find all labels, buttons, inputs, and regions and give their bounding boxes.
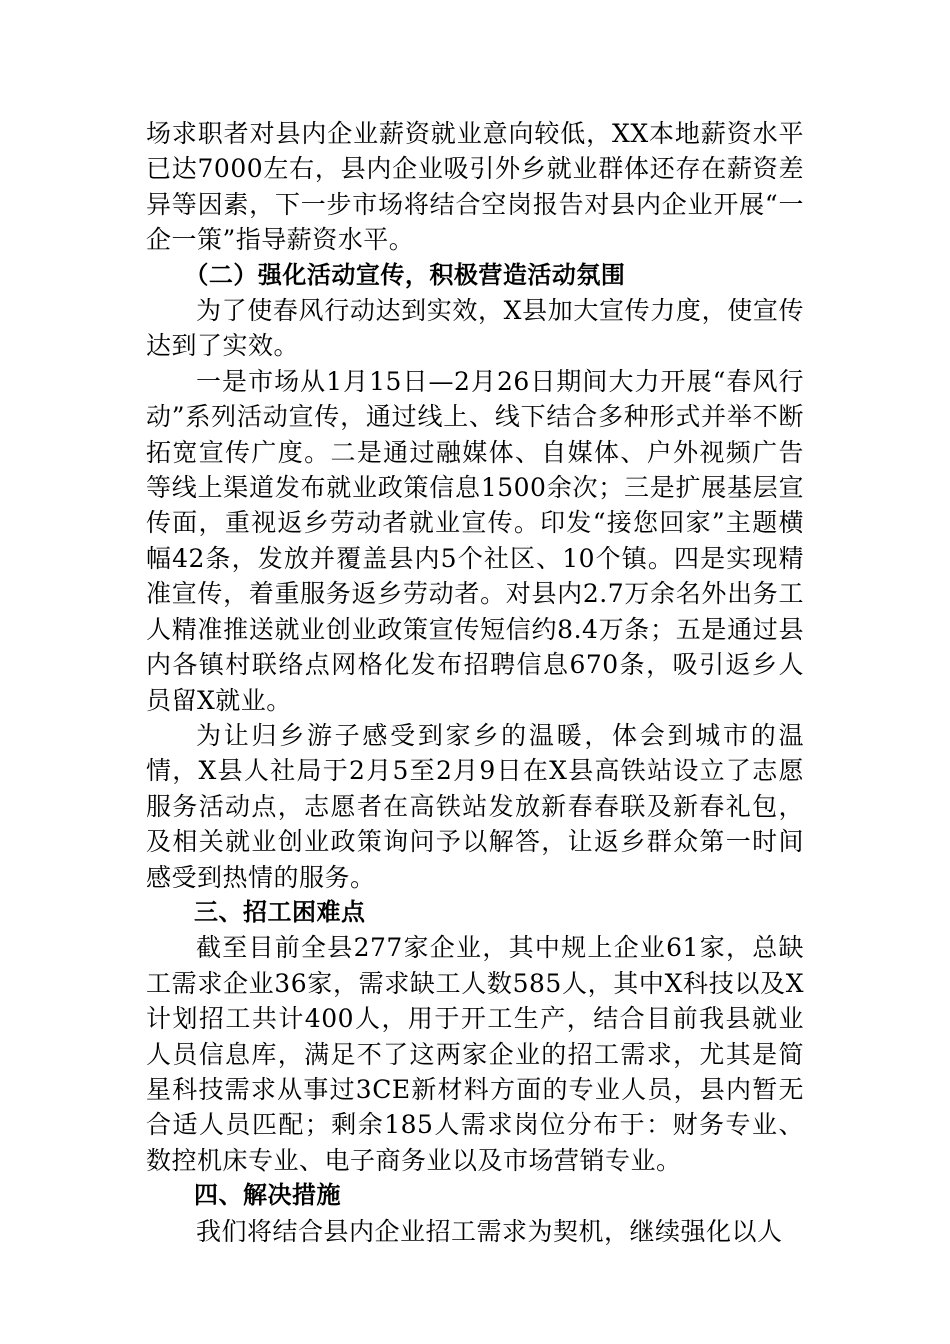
paragraph-recruitment-difficulties: 截至目前全县277家企业，其中规上企业61家，总缺工需求企业36家，需求缺工人数585人，其中X科技以及X计划招工共计400人，用于开工生产，结合目前我县就业人员信息库，满足不了这两家企业的招工需求，尤其是简星科技需求从事过3CE新材料方面的专业人员，县内暂无合适人员匹配；剩余185人需求岗位分布于：财务专业、数控机床专业、电子商务业以及市场营销专业。 [146,933,804,1175]
paragraph-publicity-details: 一是市场从1月15日—2月26日期间大力开展“春风行动”系列活动宣传，通过线上、线下结合多种形式并举不断拓宽宣传广度。二是通过融媒体、自媒体、户外视频广告等线上渠道发布就业政策信息1500余次；三是扩展基层宣传面，重视返乡劳动者就业宣传。印发“接您回家”主题横幅42条，发放并覆盖县内5个社区、10个镇。四是实现精准宣传，着重服务返乡劳动者。对县内2.7万余名外出务工人精准推送就业创业政策宣传短信约8.4万条；五是通过县内各镇村联络点网格化发布招聘信息670条，吸引返乡人员留X就业。 [146,366,804,715]
section-heading-recruitment-difficulties: 三、招工困难点 [194,897,366,926]
document-page [146,116,804,1249]
section-heading-publicity: （二）强化活动宣传，积极营造活动氛围 [184,260,626,289]
paragraph-solutions: 我们将结合县内企业招工需求为契机，继续强化以人 [196,1216,783,1246]
paragraph-volunteer-service: 为让归乡游子感受到家乡的温暖，体会到城市的温情，X县人社局于2月5至2月9日在X县高铁站设立了志愿服务活动点，志愿者在高铁站发放新春春联及新春礼包，及相关就业创业政策询问予以解答，让返乡群众第一时间感受到热情的服务。 [146,720,804,892]
paragraph-salary: 场求职者对县内企业薪资就业意向较低，XX本地薪资水平已达7000左右，县内企业吸引外乡就业群体还存在薪资差异等因素，下一步市场将结合空岗报告对县内企业开展“一企一策”指导薪资水平。 [146,119,804,255]
paragraph-publicity-intro: 为了使春风行动达到实效，X县加大宣传力度，使宣传达到了实效。 [146,296,804,361]
section-heading-solutions: 四、解决措施 [194,1181,341,1210]
